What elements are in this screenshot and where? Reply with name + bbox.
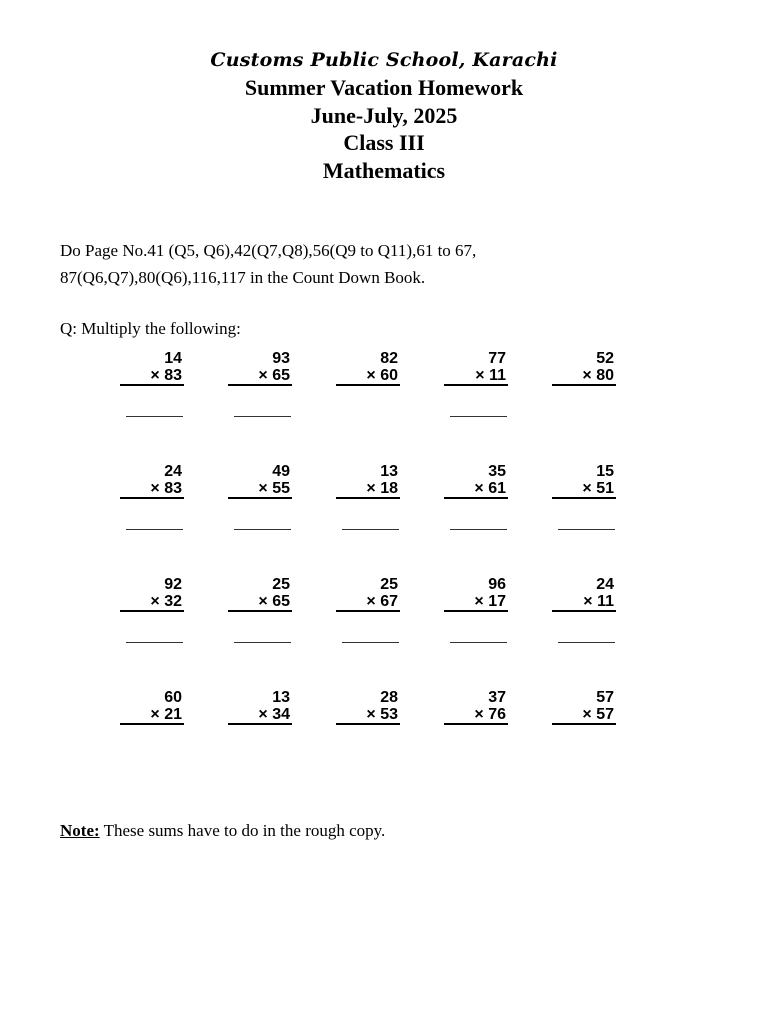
- multiplicand: 28: [380, 689, 398, 706]
- multiplication-problem: [444, 463, 508, 499]
- multiplication-problem: [120, 576, 184, 612]
- multiplication-problem: [552, 576, 616, 612]
- note: [60, 820, 385, 842]
- multiplier: × 21: [120, 706, 184, 725]
- multiplication-problem: [444, 689, 508, 725]
- multiplication-problem: [120, 350, 184, 386]
- multiplicand: 49: [272, 463, 290, 480]
- class-name: Class III: [343, 130, 425, 155]
- answer-line: [126, 529, 183, 530]
- multiplicand: 25: [272, 576, 290, 593]
- instructions-line-1: Do Page No.41 (Q5, Q6),42(Q7,Q8),56(Q9 to Q11),61 to 67,: [60, 241, 477, 260]
- multiplier: × 65: [228, 593, 292, 612]
- multiplication-problem: [552, 689, 616, 725]
- multiplier: × 83: [120, 367, 184, 386]
- multiplication-problem: [444, 350, 508, 386]
- multiplicand: 92: [164, 576, 182, 593]
- multiplier: × 32: [120, 593, 184, 612]
- multiplier: × 60: [336, 367, 400, 386]
- note-label: Note:: [60, 821, 100, 840]
- answer-line: [234, 529, 291, 530]
- question-prompt: Q: Multiply the following:: [60, 319, 241, 338]
- multiplicand: 37: [488, 689, 506, 706]
- multiplicand: 52: [596, 350, 614, 367]
- multiplication-problem: [552, 350, 616, 386]
- multiplicand: 60: [164, 689, 182, 706]
- instructions-line-2: 87(Q6,Q7),80(Q6),116,117 in the Count Down Book.: [60, 268, 426, 287]
- multiplicand: 25: [380, 576, 398, 593]
- answer-line: [342, 642, 399, 643]
- multiplication-problem: [228, 350, 292, 386]
- multiplicand: 24: [596, 576, 614, 593]
- multiplication-problem: [336, 350, 400, 386]
- subject-name: Mathematics: [322, 157, 446, 183]
- multiplication-problem: [444, 576, 508, 612]
- multiplicand: 96: [488, 576, 506, 593]
- multiplier: × 83: [120, 480, 184, 499]
- multiplication-problem: [336, 576, 400, 612]
- multiplier: × 61: [444, 480, 508, 499]
- multiplier: × 11: [552, 593, 616, 612]
- multiplicand: 13: [380, 463, 398, 480]
- multiplication-problem: [228, 463, 292, 499]
- multiplication-problem: [228, 576, 292, 612]
- multiplication-problem: [120, 689, 184, 725]
- answer-line: [234, 642, 291, 643]
- multiplier: × 80: [552, 367, 616, 386]
- note-text: These sums have to do in the rough copy.: [99, 821, 386, 840]
- multiplier: × 76: [444, 706, 508, 725]
- multiplicand: 77: [488, 350, 506, 367]
- multiplicand: 93: [272, 350, 290, 367]
- answer-line: [558, 642, 615, 643]
- multiplicand: 57: [596, 689, 614, 706]
- multiplicand: 35: [488, 463, 506, 480]
- multiplicand: 13: [272, 689, 290, 706]
- answer-line: [126, 642, 183, 643]
- multiplier: × 55: [228, 480, 292, 499]
- multiplier: × 67: [336, 593, 400, 612]
- answer-line: [126, 416, 183, 417]
- multiplication-problem: [120, 463, 184, 499]
- multiplier: × 11: [444, 367, 508, 386]
- multiplier: × 57: [552, 706, 616, 725]
- multiplication-problem: [552, 463, 616, 499]
- multiplier: × 17: [444, 593, 508, 612]
- homework-title: Summer Vacation Homework: [244, 75, 524, 100]
- multiplication-problem: [228, 689, 292, 725]
- multiplication-problem: [336, 689, 400, 725]
- answer-line: [558, 529, 615, 530]
- multiplicand: 24: [164, 463, 182, 480]
- answer-line: [450, 529, 507, 530]
- answer-line: [450, 416, 507, 417]
- multiplier: × 34: [228, 706, 292, 725]
- multiplication-problem: [336, 463, 400, 499]
- answer-line: [234, 416, 291, 417]
- multiplier: × 18: [336, 480, 400, 499]
- multiplier: × 51: [552, 480, 616, 499]
- multiplicand: 14: [164, 350, 182, 367]
- answer-line: [342, 529, 399, 530]
- school-name: Customs Public School, Karachi: [210, 49, 558, 71]
- multiplicand: 82: [380, 350, 398, 367]
- multiplier: × 53: [336, 706, 400, 725]
- answer-line: [450, 642, 507, 643]
- multiplier: × 65: [228, 367, 292, 386]
- multiplicand: 15: [596, 463, 614, 480]
- session-dates: June-July, 2025: [310, 102, 458, 128]
